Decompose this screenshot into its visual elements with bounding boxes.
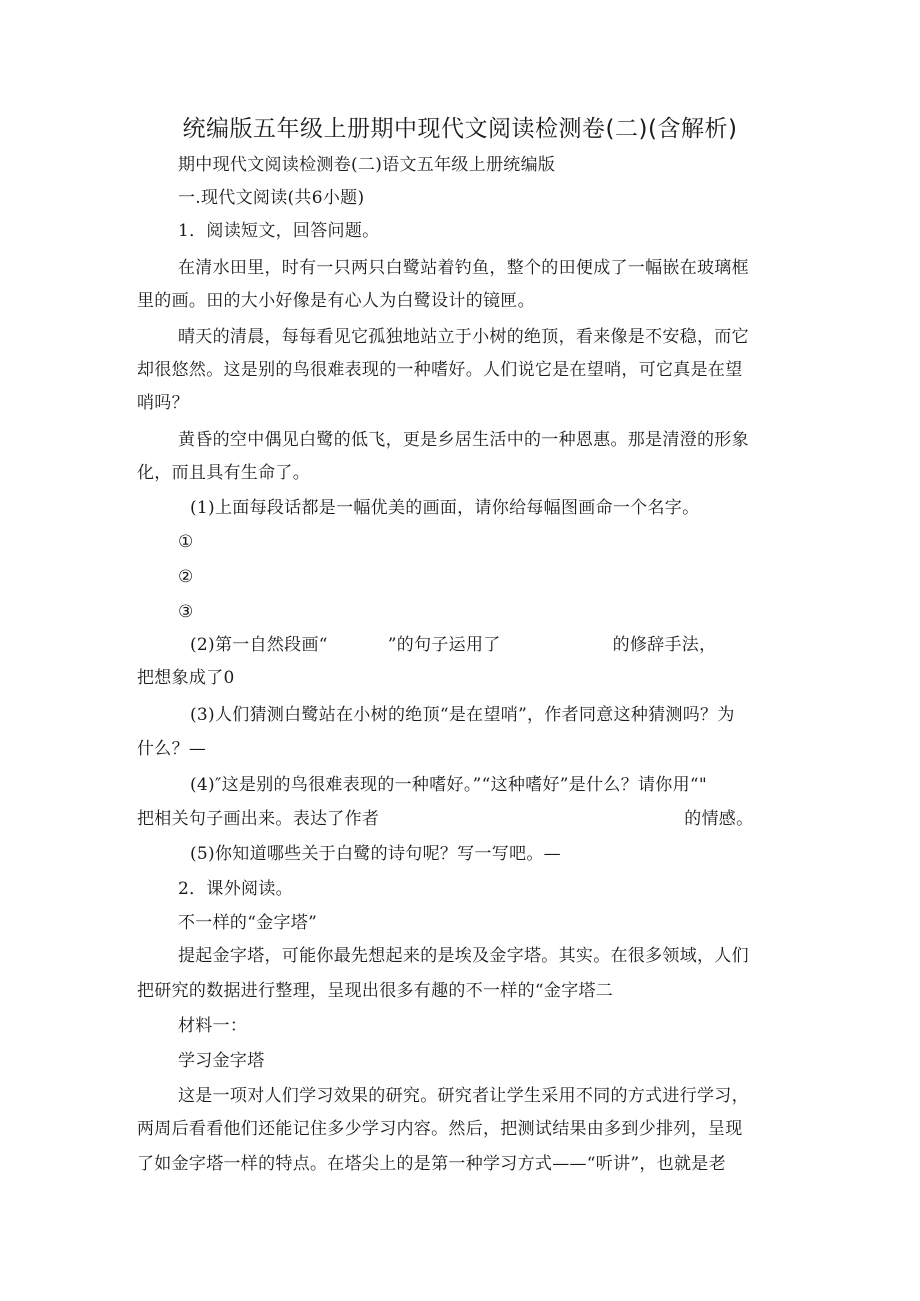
subquestion-2-line-2: 把想象成了0 — [137, 668, 235, 688]
document-title: 统编版五年级上册期中现代文阅读检测卷(二)(含解析) — [182, 116, 738, 142]
passage-2-paragraph-1-line-2: 把研究的数据进行整理，呈现出很多有趣的不一样的“金字塔二 — [137, 981, 614, 1001]
passage-1-paragraph-1-line-2: 里的画。田的大小好像是有心人为白鹭设计的镜匣。 — [137, 291, 535, 311]
passage-1-paragraph-2-line-3: 哨吗？ — [137, 393, 189, 413]
learning-pyramid-heading: 学习金字塔 — [178, 1051, 265, 1071]
passage-1-paragraph-2-line-1: 晴天的清晨，每每看见它孤独地站立于小树的绝顶，看来像是不安稳，而它 — [178, 327, 749, 347]
passage-1-paragraph-3-line-1: 黄昏的空中偶见白鹭的低飞，更是乡居生活中的一种恩惠。那是清澄的形象 — [178, 430, 749, 450]
passage-1-paragraph-2-line-2: 却很悠然。这是别的鸟很难表现的一种嗜好。人们说它是在望哨，可它真是在望 — [137, 360, 743, 380]
subquestion-2-part-c: 的修辞手法， — [612, 635, 717, 655]
passage-2-paragraph-2-line-3: 了如金字塔一样的特点。在塔尖上的是第一种学习方式——“听讲”，也就是老 — [137, 1154, 726, 1174]
passage-2-heading: 不一样的“金字塔” — [178, 913, 318, 933]
passage-2-paragraph-2-line-1: 这是一项对人们学习效果的研究。研究者让学生采用不同的方式进行学习， — [178, 1086, 749, 1106]
passage-1-paragraph-1-line-1: 在清水田里，时有一只两只白鹭站着钓鱼，整个的田便成了一幅嵌在玻璃框 — [178, 258, 749, 278]
subquestion-3-line-2: 什么？— — [137, 739, 207, 759]
question-2-prompt: 2．课外阅读。 — [178, 879, 293, 899]
answer-marker-3: ③ — [178, 602, 194, 622]
subquestion-4-part-a: 把相关句子画出来。表达了作者 — [137, 809, 380, 829]
subquestion-2-part-a: (2)第一自然段画“ — [190, 635, 328, 655]
passage-2-paragraph-1-line-1: 提起金字塔，可能你最先想起来的是埃及金字塔。其实。在很多领域，人们 — [178, 946, 749, 966]
subquestion-2-part-b: ”的句子运用了 — [387, 635, 501, 655]
answer-marker-2: ② — [178, 567, 194, 587]
subquestion-5: (5)你知道哪些关于白鹭的诗句呢？写一写吧。— — [190, 844, 561, 864]
subquestion-2-line-1 — [190, 633, 716, 657]
passage-2-paragraph-2-line-2: 两周后看看他们还能记住多少学习内容。然后，把测试结果由多到少排列，呈现 — [137, 1119, 743, 1139]
subquestion-1: (1)上面每段话都是一幅优美的画面，请你给每幅图画命一个名字。 — [190, 498, 700, 518]
passage-1-paragraph-3-line-2: 化，而且具有生命了。 — [137, 463, 310, 483]
document-subtitle: 期中现代文阅读检测卷(二)语文五年级上册统编版 — [178, 155, 556, 175]
subquestion-4-line-1: (4)″这是别的鸟很难表现的一种嗜好。”“这种嗜好”是什么？请你用“" — [190, 775, 708, 795]
question-1-prompt: 1．阅读短文，回答问题。 — [178, 221, 380, 241]
material-label: 材料一： — [178, 1016, 248, 1036]
subquestion-4-part-b: 的情感。 — [684, 809, 754, 829]
subquestion-4-line-2 — [137, 807, 753, 831]
answer-marker-1: ① — [178, 532, 194, 552]
subquestion-3-line-1: (3)人们猜测白鹭站在小树的绝顶“是在望哨”，作者同意这种猜测吗？为 — [190, 705, 735, 725]
section-heading: 一.现代文阅读(共6小题) — [178, 188, 365, 208]
